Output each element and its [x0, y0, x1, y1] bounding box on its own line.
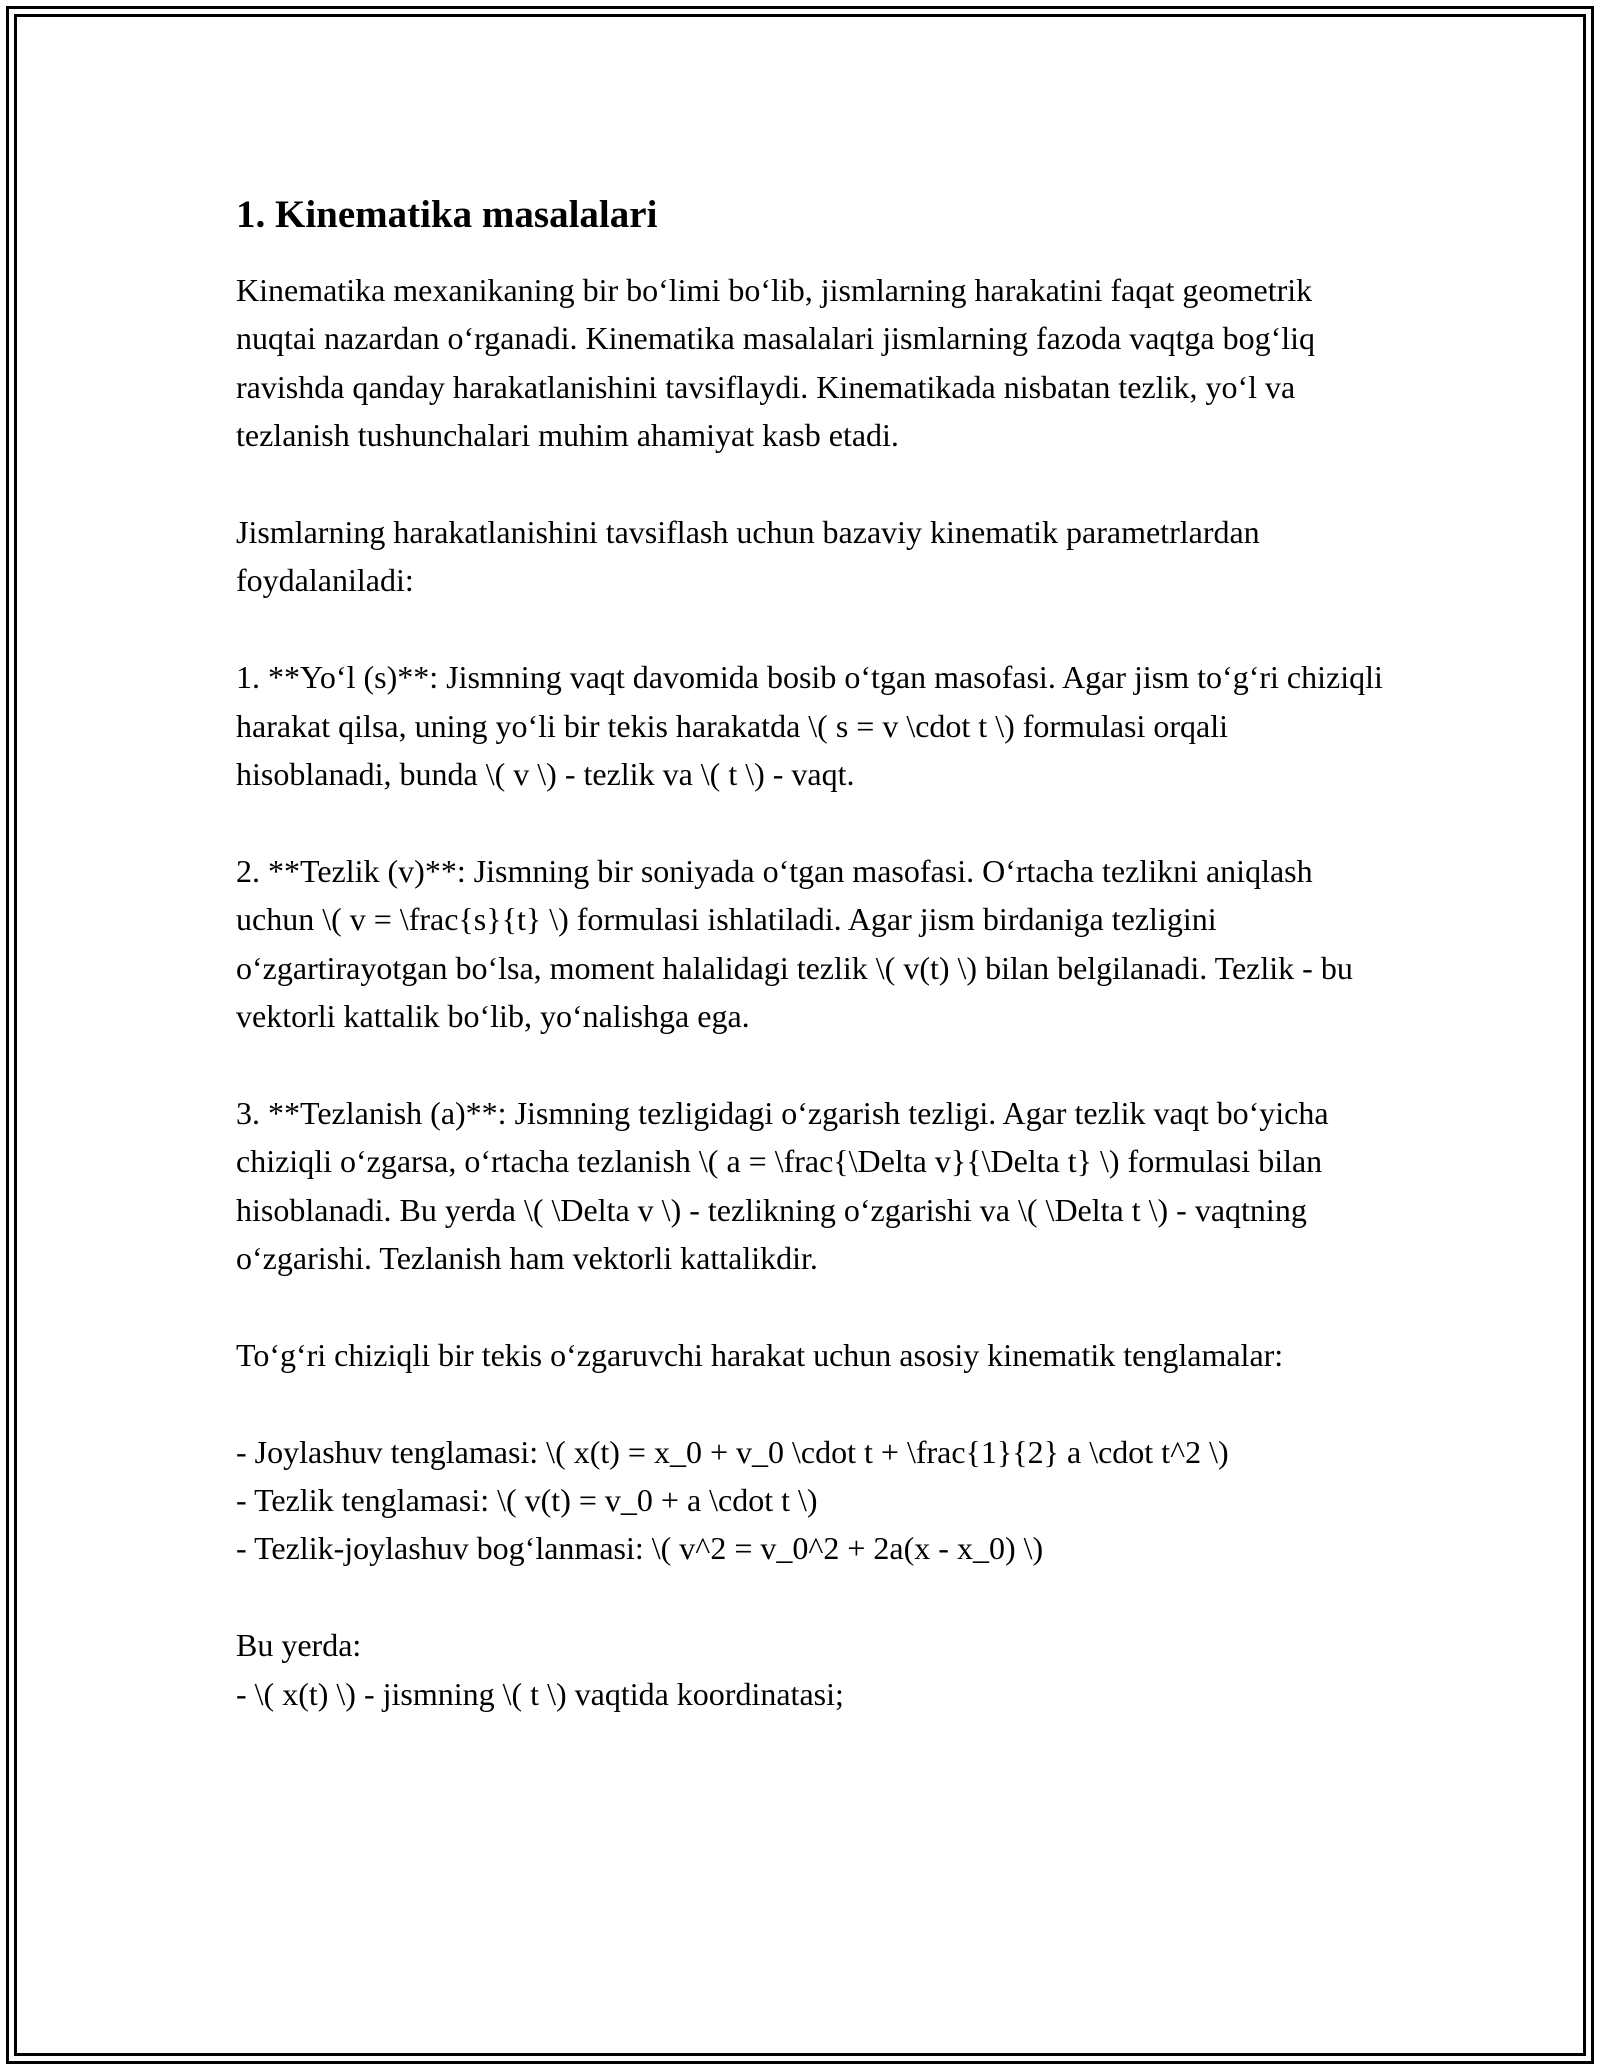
note-item: - \( x(t) \) - jismning \( t \) vaqtida koordinatasi;: [236, 1675, 844, 1712]
section-heading: 1. Kinematika masalalari: [236, 193, 658, 236]
equation-list: [236, 1428, 1386, 1573]
paragraph-acceleration: 3. **Tezlanish (a)**: Jismning tezligidagi o‘zgarish tezligi. Agar tezlik vaqt bo‘yicha chiziqli o‘zgarsa, o‘rtacha tezlanish \( a = \frac{\Delta v}{\Delta t} \) formulasi bilan hisoblanadi. Bu yerda \( \Delta v \) - tezlikning o‘zgarishi va \( \Delta t \) - vaqtning o‘zgarishi. Tezlanish ham vektorli kattalikdir.: [236, 1094, 1329, 1277]
paragraph-intro: Kinematika mexanikaning bir bo‘limi bo‘lib, jismlarning harakatini faqat geometrik nuqtai nazardan o‘rganadi. Kinematika masalalari jismlarning fazoda vaqtga bog‘liq ravishda qanday harakatlanishini tavsiflaydi. Kinematikada nisbatan tezlik, yo‘l va tezlanish tushunchalari muhim ahamiyat kasb etadi.: [236, 272, 1316, 454]
equation-velocity: - Tezlik tenglamasi: \( v(t) = v_0 + a \cdot t \): [236, 1482, 818, 1519]
paragraph-parameters: Jismlarning harakatlanishini tavsiflash uchun bazaviy kinematik parametrlardan foydalaniladi:: [236, 514, 1260, 599]
notes-heading: Bu yerda:: [236, 1627, 362, 1664]
equation-velocity-position: - Tezlik-joylashuv bog‘lanmasi: \( v^2 = v_0^2 + 2a(x - x_0) \): [236, 1530, 1044, 1567]
equation-position: - Joylashuv tenglamasi: \( x(t) = x_0 + v_0 \cdot t + \frac{1}{2} a \cdot t^2 \): [236, 1433, 1229, 1470]
document-body: [236, 186, 1386, 1718]
paragraph-path: 1. **Yo‘l (s)**: Jismning vaqt davomida bosib o‘tgan masofasi. Agar jism to‘g‘ri chiziqli harakat qilsa, uning yo‘li bir tekis harakatda \( s = v \cdot t \) formulasi orqali hisoblanadi, bunda \( v \) - tezlik va \( t \) - vaqt.: [236, 659, 1383, 793]
paragraph-velocity: 2. **Tezlik (v)**: Jismning bir soniyada o‘tgan masofasi. O‘rtacha tezlikni aniqlash uchun \( v = \frac{s}{t} \) formulasi ishlatiladi. Agar jism birdaniga tezligini o‘zgartirayotgan bo‘lsa, moment halalidagi tezlik \( v(t) \) bilan belgilanadi. Tezlik - bu vektorli kattalik bo‘lib, yo‘nalishga ega.: [236, 852, 1353, 1035]
paragraph-equations-intro: To‘g‘ri chiziqli bir tekis o‘zgaruvchi harakat uchun asosiy kinematik tenglamalar:: [236, 1336, 1284, 1373]
notes-list: [236, 1621, 1386, 1718]
